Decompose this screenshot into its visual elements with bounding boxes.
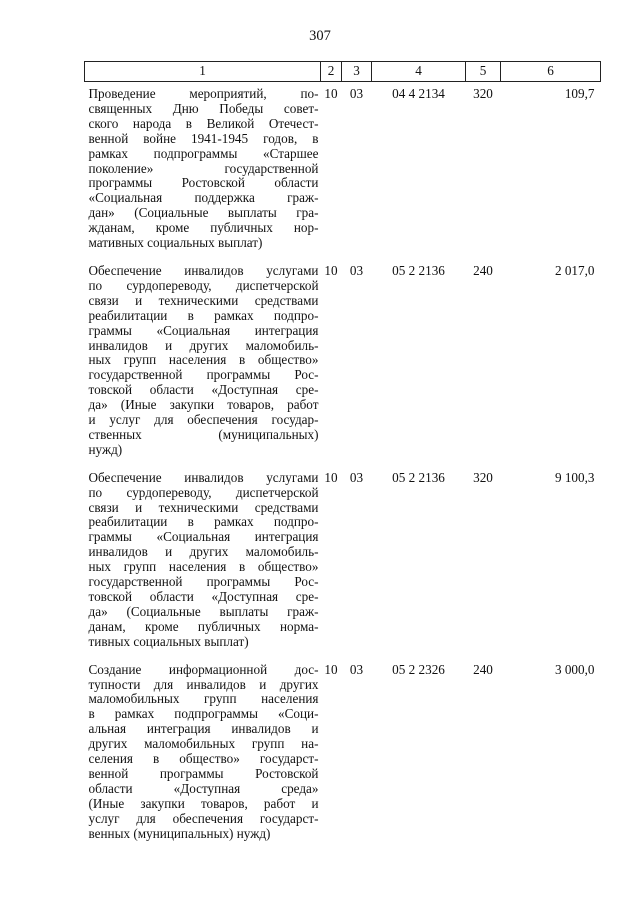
row-section: 10 bbox=[324, 86, 338, 101]
description-line: ского народа в Великой Отечест- bbox=[88, 115, 319, 131]
header-col-4: 4 bbox=[372, 62, 466, 82]
table-row bbox=[85, 259, 601, 458]
description-line: селения в общество» государст- bbox=[88, 751, 319, 767]
description-line: связи и техническими средствами bbox=[88, 499, 319, 515]
description-line: Обеспечение инвалидов услугами bbox=[88, 469, 319, 485]
row-amount: 2 017,0 bbox=[554, 262, 595, 278]
description-line: инвалидов и других маломобиль- bbox=[88, 544, 319, 560]
description-line: поколение» государственной bbox=[88, 160, 319, 176]
row-description bbox=[85, 658, 321, 842]
description-line: области «Доступная среда» bbox=[88, 780, 319, 796]
description-line: альная интеграция инвалидов и bbox=[88, 721, 319, 737]
description-line: товской области «Доступная сре- bbox=[88, 382, 319, 398]
row-target-article: 05 2 2136 bbox=[392, 469, 445, 485]
table-row bbox=[85, 82, 601, 251]
description-line: услуг для обеспечения государст- bbox=[88, 810, 319, 826]
table-body bbox=[85, 82, 601, 842]
description-line: рамках подпрограммы «Старшее bbox=[88, 145, 319, 161]
description-line: венной программы Ростовской bbox=[88, 765, 319, 781]
description-line: граммы «Социальная интеграция bbox=[88, 322, 319, 338]
row-section: 10 bbox=[324, 469, 338, 485]
description-line: Обеспечение инвалидов услугами bbox=[88, 262, 319, 278]
description-line: Проведение мероприятий, по- bbox=[88, 86, 319, 101]
description-line: Создание информационной дос- bbox=[88, 661, 319, 677]
row-description bbox=[85, 82, 321, 251]
description-line: реабилитации в рамках подпро- bbox=[88, 307, 319, 323]
row-amount: 109,7 bbox=[564, 86, 595, 101]
row-description bbox=[85, 466, 321, 650]
description-line: ных групп населения в общество» bbox=[88, 559, 319, 575]
description-line: по сурдопереводу, диспетчерской bbox=[88, 484, 319, 500]
description-line: и услуг для обеспечения государ- bbox=[88, 412, 319, 428]
description-line: товской области «Доступная сре- bbox=[88, 589, 319, 604]
row-section: 10 bbox=[324, 262, 338, 278]
row-expense-type: 240 bbox=[473, 262, 493, 278]
description-line: жданам, кроме публичных нор- bbox=[88, 220, 319, 236]
row-amount: 9 100,3 bbox=[554, 469, 595, 485]
row-spacer-cell bbox=[85, 650, 601, 658]
header-col-3: 3 bbox=[342, 62, 372, 82]
row-section: 10 bbox=[324, 661, 338, 677]
row-subsection: 03 bbox=[349, 661, 364, 677]
row-spacer-cell bbox=[85, 251, 601, 259]
row-amount: 3 000,0 bbox=[554, 661, 595, 677]
header-col-6: 6 bbox=[501, 62, 601, 82]
description-line: (Иные закупки товаров, работ и bbox=[88, 795, 319, 811]
description-line: да» (Социальные выплаты граж- bbox=[88, 603, 319, 619]
budget-table bbox=[84, 61, 601, 842]
description-line: мативных социальных выплат) bbox=[88, 235, 263, 251]
description-line: ных групп населения в общество» bbox=[88, 352, 319, 368]
row-subsection: 03 bbox=[349, 86, 364, 101]
description-line: «Социальная поддержка граж- bbox=[88, 190, 319, 206]
description-line: дан» (Социальные выплаты гра- bbox=[88, 205, 319, 221]
description-line: государственной программы Рос- bbox=[88, 367, 319, 383]
row-expense-type: 320 bbox=[473, 86, 493, 101]
description-line: тивных социальных выплат) bbox=[88, 633, 249, 649]
header-col-1: 1 bbox=[85, 62, 321, 82]
description-line: да» (Иные закупки товаров, работ bbox=[88, 397, 319, 413]
description-line: в рамках подпрограммы «Соци- bbox=[88, 706, 319, 722]
row-spacer bbox=[85, 458, 601, 466]
description-line: данам, кроме публичных норма- bbox=[88, 618, 319, 634]
description-line: маломобильных групп населения bbox=[88, 691, 319, 707]
page-number: 307 bbox=[309, 28, 331, 44]
description-line: программы Ростовской области bbox=[88, 175, 319, 191]
description-line: реабилитации в рамках подпро- bbox=[88, 514, 319, 530]
row-target-article: 05 2 2326 bbox=[392, 661, 445, 677]
row-spacer bbox=[85, 650, 601, 658]
description-line: граммы «Социальная интеграция bbox=[88, 529, 319, 545]
description-line: инвалидов и других маломобиль- bbox=[88, 337, 319, 353]
row-spacer-cell bbox=[85, 458, 601, 466]
description-line: венных (муниципальных) нужд) bbox=[88, 825, 271, 841]
description-line: священных Дню Победы совет- bbox=[88, 100, 319, 116]
description-line: венной войне 1941-1945 годов, в bbox=[88, 130, 319, 146]
table-row bbox=[85, 466, 601, 650]
description-line: связи и техническими средствами bbox=[88, 292, 319, 308]
row-expense-type: 240 bbox=[473, 661, 493, 677]
row-target-article: 04 4 2134 bbox=[392, 86, 445, 101]
description-line: государственной программы Рос- bbox=[88, 574, 319, 590]
description-line: тупности для инвалидов и других bbox=[88, 676, 319, 692]
description-line: нужд) bbox=[88, 441, 123, 457]
row-subsection: 03 bbox=[349, 262, 364, 278]
row-spacer bbox=[85, 251, 601, 259]
description-line: ственных (муниципальных) bbox=[88, 426, 319, 442]
description-line: других маломобильных групп на- bbox=[88, 736, 319, 752]
header-col-5: 5 bbox=[466, 62, 501, 82]
row-description bbox=[85, 259, 321, 458]
row-subsection: 03 bbox=[349, 469, 364, 485]
table-header-row bbox=[85, 62, 601, 82]
row-expense-type: 320 bbox=[473, 469, 493, 485]
table-row bbox=[85, 658, 601, 842]
row-target-article: 05 2 2136 bbox=[392, 262, 445, 278]
description-line: по сурдопереводу, диспетчерской bbox=[88, 277, 319, 293]
header-col-2: 2 bbox=[321, 62, 342, 82]
